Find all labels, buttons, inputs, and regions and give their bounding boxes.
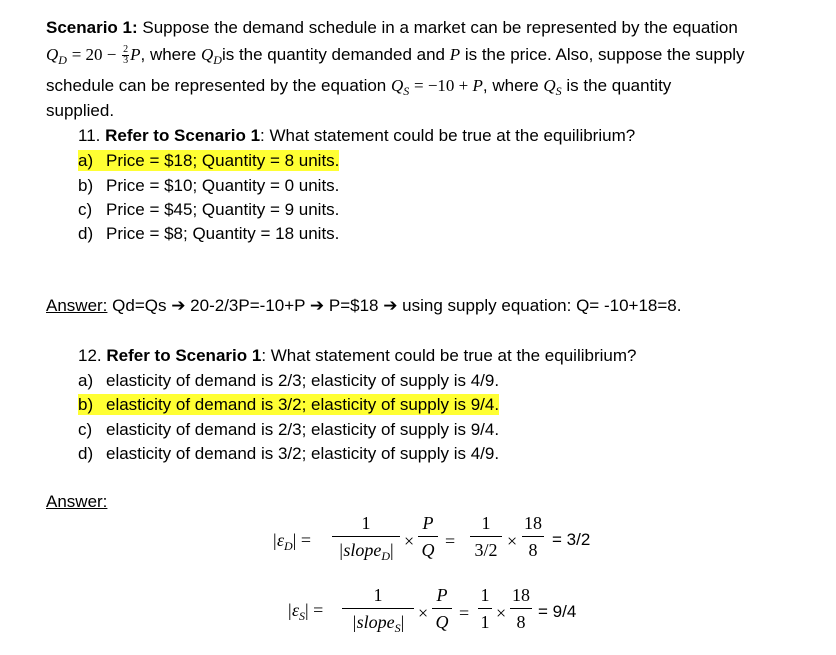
times-1: ×: [404, 531, 415, 551]
eighteen-over-eight-s: 18 8: [512, 585, 530, 632]
question-12: 12. Refer to Scenario 1: What statement could be true at the equilibrium?: [78, 346, 637, 365]
times-4: ×: [496, 603, 507, 623]
scenario-text-3c: is the quantity: [561, 76, 672, 95]
inverse-slope-d-fraction: 1 |slope$_D$|: [332, 512, 400, 567]
supply-elasticity-result: = 9/4: [538, 602, 577, 621]
q11-answer-label: Answer:: [46, 296, 108, 315]
q12-option-c: c) elasticity of demand is 2/3; elasticity of supply is 9/4.: [78, 420, 500, 439]
q12-answer-label: Answer:: [46, 492, 108, 511]
q11-option-d: d) Price = $8; Quantity = 18 units.: [78, 224, 340, 243]
qd-symbol-2: $Q_D$: [200, 45, 222, 67]
scenario-text-1: Suppose the demand schedule in a market can be represented by the equation: [142, 18, 738, 37]
q11-answer: [46, 296, 681, 316]
qs-equation: = −10 +: [414, 76, 473, 95]
scenario-text-3b: , where: [482, 76, 544, 95]
scenario-line-1: [46, 18, 738, 38]
qd-equation: = 20 −: [71, 45, 117, 64]
question-11: 11. Refer to Scenario 1: What statement could be true at the equilibrium?: [78, 126, 636, 145]
scenario-text-2b: is the quantity demanded and: [221, 45, 450, 64]
q12-option-b: b) elasticity of demand is 3/2; elasticity of supply is 9/4.: [78, 395, 500, 414]
eighteen-over-eight-d: 18 8: [524, 513, 542, 560]
scenario-line-4: supplied.: [46, 101, 115, 120]
q11-option-b: b) Price = $10; Quantity = 0 units.: [78, 176, 340, 195]
p-symbol: P: [130, 45, 141, 64]
p-symbol-2: P: [449, 45, 461, 64]
qd-symbol: $Q_D$: [46, 45, 67, 67]
inverse-slope-s-fraction: 1 |slope$_S$|: [342, 584, 414, 639]
eps-d-lhs: $|\varepsilon_D|$ =: [272, 530, 311, 553]
qs-symbol-2: $Q_S$: [543, 76, 562, 98]
times-3: ×: [418, 603, 429, 623]
p-over-q-fraction-s: P Q: [432, 584, 452, 633]
p-symbol-3: P: [472, 76, 483, 95]
q12-option-d: d) elasticity of demand is 3/2; elasticity of supply is 4/9.: [78, 444, 500, 463]
scenario-line-2: [46, 45, 745, 68]
p-over-q-fraction-d: P Q: [418, 512, 438, 561]
eps-s-lhs: $|\varepsilon_S|$ =: [287, 600, 324, 623]
scenario-label: Scenario 1:: [46, 18, 138, 37]
scenario-text-2a: , where: [140, 45, 201, 64]
equals-1: =: [445, 531, 456, 551]
q11-option-a: a) Price = $18; Quantity = 8 units.: [78, 151, 340, 170]
q12-ref: Refer to Scenario 1: [106, 346, 262, 365]
equals-2: =: [459, 603, 470, 623]
two-thirds-fraction: $\frac{2}{3}$: [123, 44, 129, 67]
qs-symbol: $Q_S$: [390, 76, 410, 98]
one-over-one: 1 1: [478, 584, 492, 633]
q11-ref: Refer to Scenario 1: [105, 126, 261, 145]
times-2: ×: [507, 531, 518, 551]
scenario-text-2c: is the price. Also, suppose the supply: [460, 45, 745, 64]
demand-elasticity-result: = 3/2: [552, 530, 591, 549]
scenario-text-3a: schedule can be represented by the equation: [46, 76, 391, 95]
q11-option-c: c) Price = $45; Quantity = 9 units.: [78, 200, 340, 219]
scenario-line-3: [46, 76, 671, 99]
q12-option-a: a) elasticity of demand is 2/3; elasticity of supply is 4/9.: [78, 371, 500, 390]
one-over-three-halves: 1 3/2: [470, 512, 502, 561]
q11-answer-text: Qd=Qs ➔ 20-2/3P=-10+P ➔ P=$18 ➔ using supply equation: Q= -10+18=8.: [107, 296, 682, 315]
